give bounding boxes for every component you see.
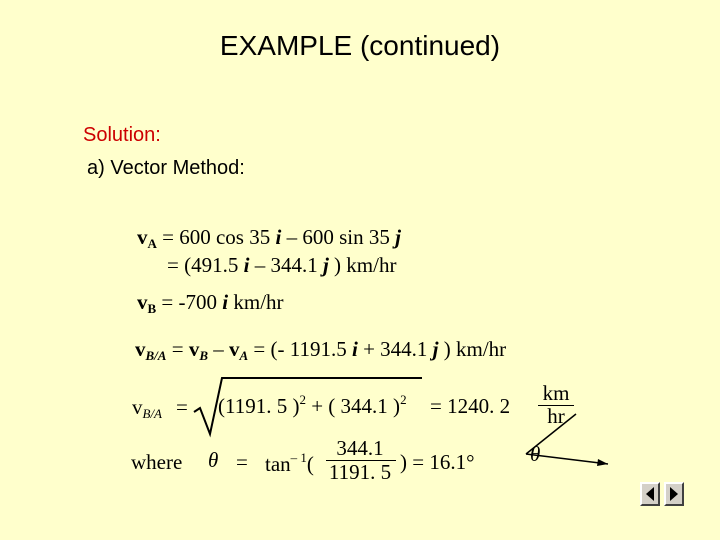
equation-vb: $v_B = -700$ i km/hr <box>137 290 284 316</box>
theta-symbol: θ <box>208 448 219 472</box>
back-arrow-icon <box>642 484 658 504</box>
magnitude-label: $v_{B/A}$ <box>132 395 162 421</box>
method-label: a) Vector Method: <box>87 157 245 179</box>
equation-va: $v_A = 600$ cos 35 i – 600 sin 35 j <box>137 225 401 251</box>
magnitude-equals: = <box>176 395 188 419</box>
diagram-theta-label: θ <box>530 442 541 466</box>
magnitude-result: = 1240. 2 <box>430 394 511 418</box>
tan-function: $\tan^{- 1}$( <box>265 450 314 476</box>
angle-denominator: 1191. 5 <box>328 460 392 484</box>
slide-title: EXAMPLE (continued) <box>219 30 501 61</box>
next-slide-button[interactable] <box>664 482 684 506</box>
equation-va-components: = (491.5 i – 344.1 j ) km/hr <box>167 253 397 277</box>
unit-numerator: km <box>542 381 570 405</box>
angle-result: ) = 16.1° <box>400 450 475 474</box>
previous-slide-button[interactable] <box>640 482 660 506</box>
angle-numerator: 344.1 <box>336 436 384 460</box>
solution-label: Solution: <box>83 124 161 146</box>
unit-denominator: hr <box>547 404 565 428</box>
equation-vba: $v_{B/A} = v_B - v_A$ = (- 1191.5 i + 344.1 j ) km/hr <box>135 337 507 363</box>
where-label: where <box>131 450 183 474</box>
magnitude-radicand: (1191. 5 )$^2$ + ( 344.1 )$^2$ <box>218 392 407 418</box>
angle-equals: = <box>236 450 248 474</box>
forward-arrow-icon <box>666 484 682 504</box>
